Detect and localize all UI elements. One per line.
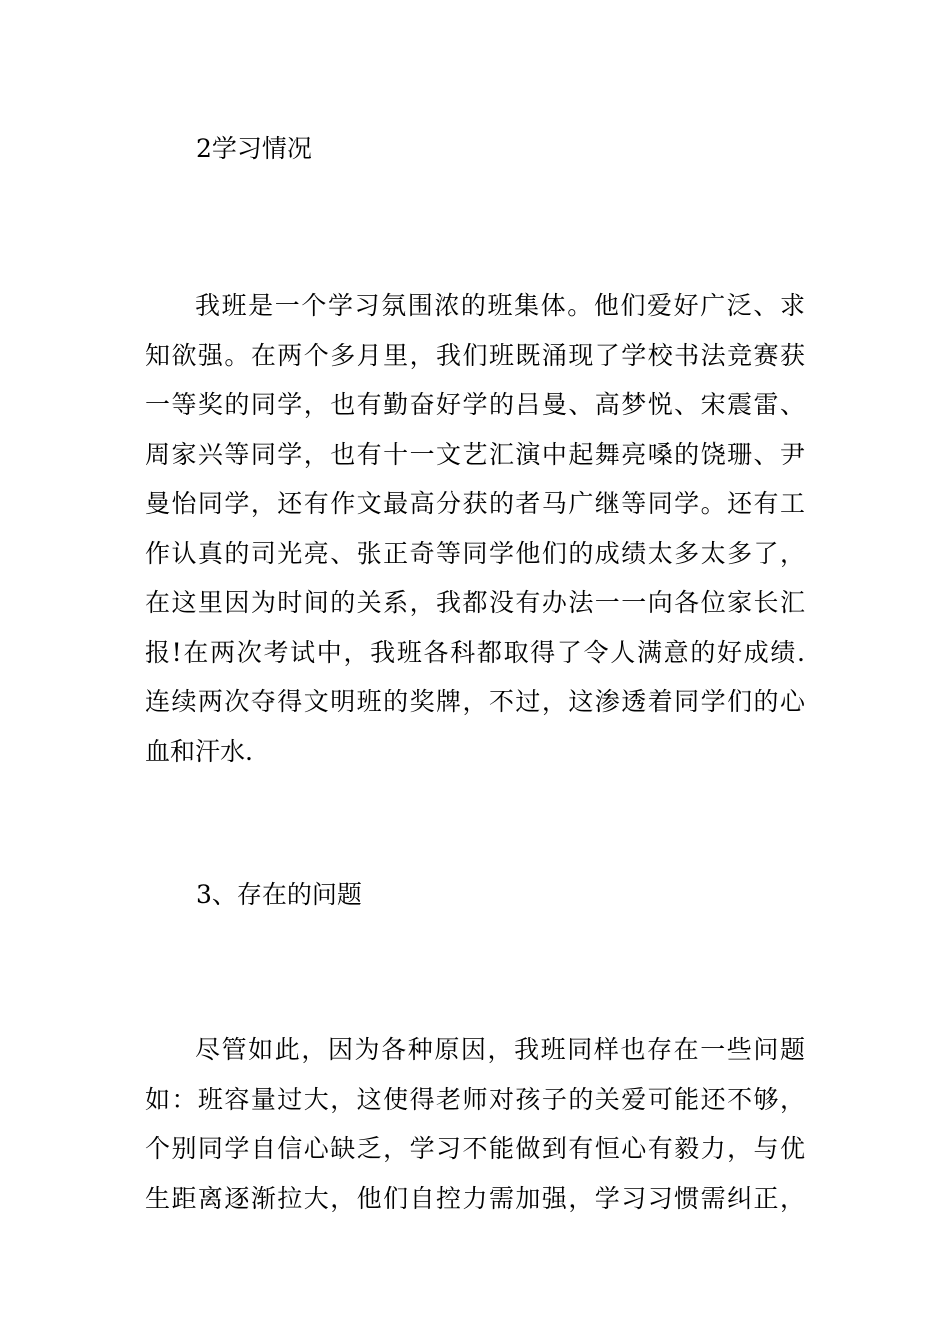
paragraph-line: 曼怡同学，还有作文最高分获的者马广继等同学。还有工 bbox=[145, 489, 805, 518]
paragraph-line: 知欲强。在两个多月里，我们班既涌现了学校书法竞赛获 bbox=[145, 340, 805, 370]
paragraph-line: 生距离逐渐拉大，他们自控力需加强，学习习惯需纠正， bbox=[145, 1183, 805, 1213]
paragraph-line: 报!在两次考试中，我班各科都取得了令人满意的好成绩. bbox=[145, 637, 805, 667]
paragraph-line: 血和汗水. bbox=[145, 736, 253, 766]
paragraph-line: 在这里因为时间的关系，我都没有办法一一向各位家长汇 bbox=[145, 588, 805, 617]
section-heading-study: 2学习情况 bbox=[196, 134, 312, 163]
paragraph-line: 一等奖的同学，也有勤奋好学的吕曼、高梦悦、宋震雷、 bbox=[145, 390, 805, 419]
paragraph-line: 尽管如此，因为各种原因，我班同样也存在一些问题 bbox=[195, 1035, 805, 1064]
paragraph-line: 如：班容量过大，这使得老师对孩子的关爱可能还不够， bbox=[145, 1084, 805, 1114]
paragraph-study bbox=[145, 281, 805, 776]
section-heading-problems: 3、存在的问题 bbox=[196, 880, 362, 909]
paragraph-line: 个别同学自信心缺乏，学习不能做到有恒心有毅力，与优 bbox=[145, 1134, 805, 1163]
paragraph-line: 作认真的司光亮、张正奇等同学他们的成绩太多太多了， bbox=[145, 538, 805, 568]
paragraph-line: 连续两次夺得文明班的奖牌，不过，这渗透着同学们的心 bbox=[145, 687, 805, 716]
paragraph-line: 我班是一个学习氛围浓的班集体。他们爱好广泛、求 bbox=[195, 291, 805, 320]
paragraph-problems bbox=[145, 1025, 805, 1223]
paragraph-line: 周家兴等同学，也有十一文艺汇演中起舞亮嗓的饶珊、尹 bbox=[145, 439, 805, 469]
